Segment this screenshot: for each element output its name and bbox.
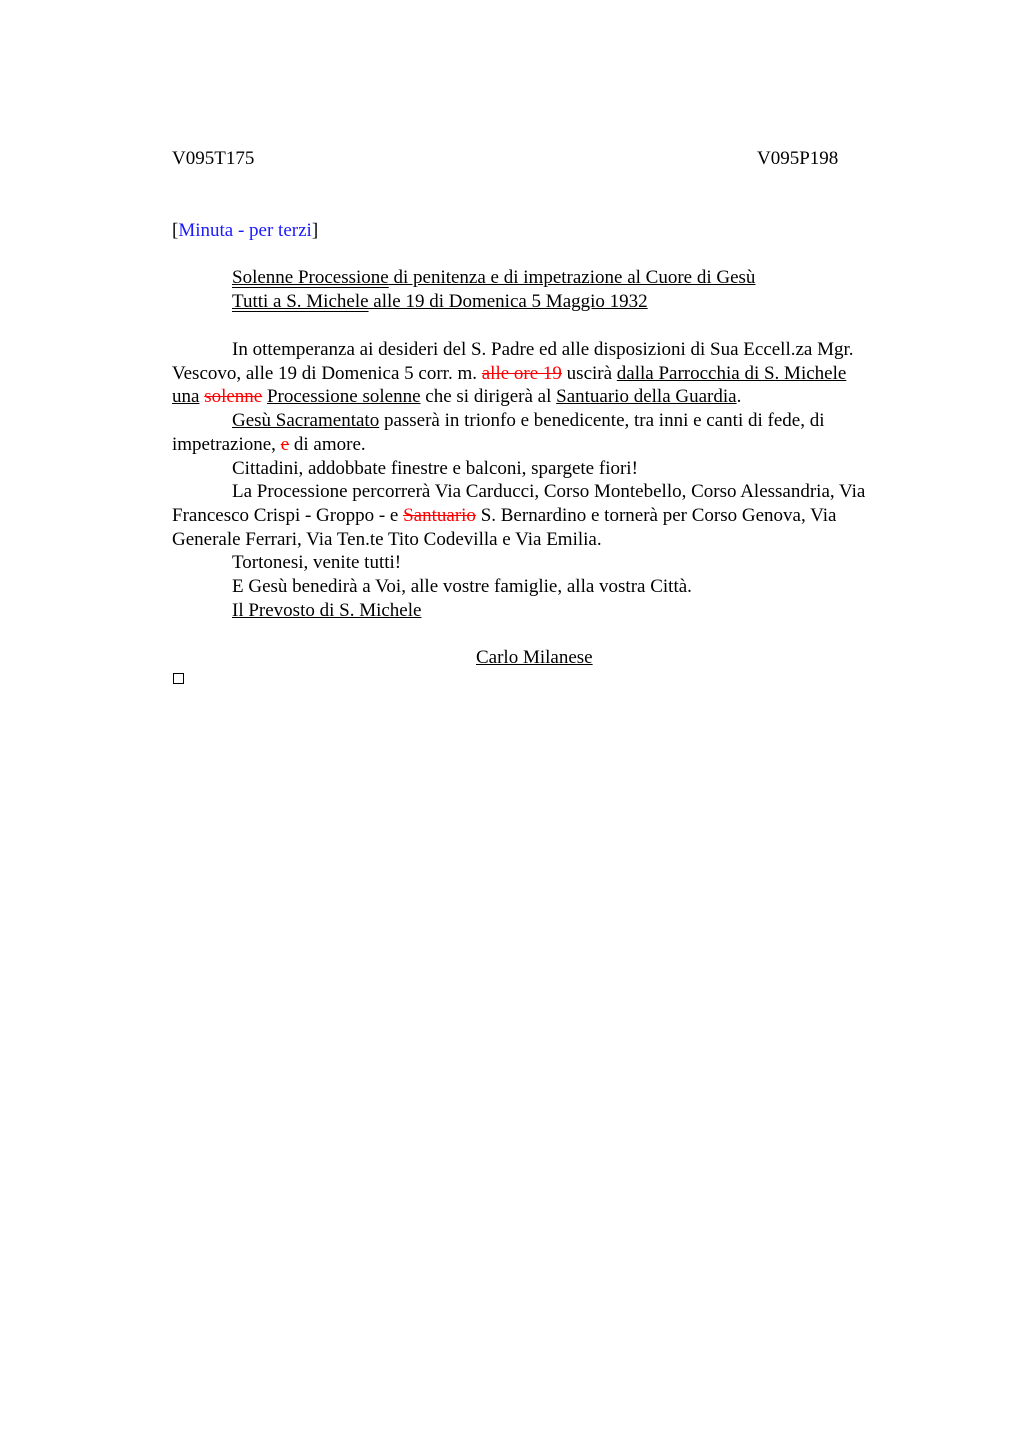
body-text-run: di amore. — [289, 433, 366, 455]
document-ref-right: V095P198 — [757, 148, 839, 169]
heading-date: alle 19 di Domenica 5 Maggio 1932 — [368, 291, 648, 312]
underlined-text: Santuario della Guardia — [556, 386, 737, 408]
underlined-text: una — [172, 386, 200, 408]
body-line: Tortonesi, venite tutti! — [232, 552, 402, 574]
note-label: Minuta - per terzi — [178, 220, 312, 241]
document-body — [172, 338, 932, 622]
underlined-text: Processione solenne — [266, 386, 421, 408]
body-text-run: che si dirigerà al — [420, 386, 557, 408]
body-line: Generale Ferrari, Via Ten.te Tito Codevilla e Via Emilia. — [172, 528, 602, 550]
heading-line-1 — [232, 266, 755, 290]
deleted-text: solenne — [204, 386, 263, 408]
body-line — [172, 362, 932, 386]
deleted-text: alle ore 19 — [481, 362, 562, 384]
note-close-bracket: ] — [311, 220, 319, 241]
body-text-run: S. Bernardino e tornerà per Corso Genova, Via — [475, 504, 837, 526]
deleted-text: Santuario — [403, 504, 476, 526]
body-text-run: Francesco Crispi - Groppo - e — [172, 504, 404, 526]
deleted-text: e — [280, 433, 290, 455]
heading-line-2 — [232, 290, 755, 314]
heading-title: Solenne Processione — [232, 267, 389, 288]
body-line: La Processione percorrerà Via Carducci, Corso Montebello, Corso Alessandria, Via — [232, 481, 866, 503]
underlined-text: Gesù Sacramentato — [232, 410, 380, 432]
body-line: Cittadini, addobbate finestre e balconi, spargete fiori! — [232, 457, 638, 479]
heading-call: Tutti a S. Michele — [232, 291, 369, 312]
document-heading — [232, 266, 755, 314]
body-line — [172, 433, 932, 457]
body-line — [172, 599, 932, 623]
heading-subtitle: di penitenza e di impetrazione al Cuore di Gesù — [388, 267, 756, 288]
body-line — [172, 409, 932, 433]
signature: Carlo Milanese — [476, 647, 593, 668]
body-text-run: passerà in trionfo e benedicente, tra inni e canti di fede, di — [379, 410, 825, 432]
body-line: In ottemperanza ai desideri del S. Padre ed alle disposizioni di Sua Eccell.za Mgr. — [232, 339, 854, 360]
editorial-note — [172, 219, 318, 243]
body-text-run: Vescovo, alle 19 di Domenica 5 corr. m. — [172, 362, 482, 384]
body-text-run: impetrazione, — [172, 433, 281, 455]
body-line — [172, 504, 932, 528]
document-ref-left: V095T175 — [172, 148, 255, 169]
underlined-text: dalla Parrocchia di S. Michele — [616, 362, 847, 384]
closing-line: Il Prevosto di S. Michele — [232, 599, 422, 621]
body-line — [172, 385, 932, 409]
body-text-run: uscirà — [561, 362, 617, 384]
note-open-bracket: [ — [172, 220, 179, 241]
body-text-run: . — [736, 386, 742, 408]
body-line: E Gesù benedirà a Voi, alle vostre famiglie, alla vostra Città. — [232, 576, 692, 598]
end-marker-box-icon — [173, 673, 184, 684]
